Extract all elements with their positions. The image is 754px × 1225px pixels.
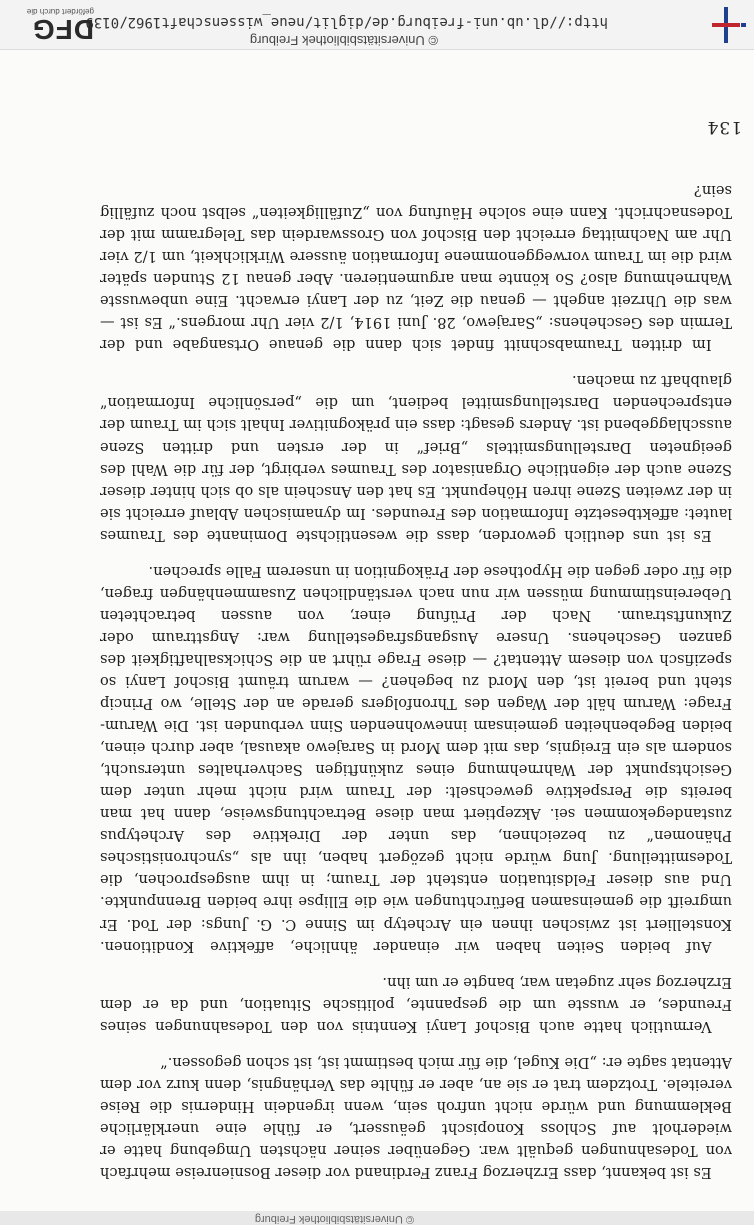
edge-copyright-text: © Universitätsbibliothek Freiburg [254,1213,414,1225]
scan-edge-strip [0,1211,754,1225]
body-text [100,179,732,1183]
dfg-logo-letters: DFG [31,14,94,45]
page-number: 134 [706,117,742,137]
library-logo-icon [706,5,746,45]
dfg-logo-subtitle: gefördert durch die [26,7,94,16]
footer-copyright: © Universitätsbibliothek Freiburg [249,33,438,48]
footer-url-link[interactable]: http://dl.ub.uni-freiburg.de/diglit/neue_wissenschaft1962/0139 [85,14,608,30]
paragraph: Auf beiden Seiten haben wir einander ähnliche, affektive Konditionen. Konstelliert ist zwischen ihnen ein Archetyp im Sinne C. G. Jungs: der Tod. Er umgreift die gemeinsamen Befürchtungen wie die Ellipse ihre beiden Brennpunkte. Und aus dieser Feldsituation entsteht der Traum; in ihm ausgesprochen, die Todesmitteilung. Jung würde nicht gezögert haben, ihn als „synchronistisches Phänomen“ zu bezeichnen, das unter der Direktive des Archetypus zustandegekommen sei. Akzeptiert man diese Betrachtungsweise, dann hat man bereits die Perspektive gewechselt: der Traum wird nicht mehr unter dem Gesichtspunkt der Wahrnehmung eines zukünftigen Sachverhaltes untersucht, sondern als ein Ereignis, das mit dem Mord in Sarajewo akausal, aber durch einen, beiden Begebenheiten gemeinsam innewohnenden Sinn verbunden ist. Die Warum-Frage: Warum hält der Wagen des Thronfolgers gerade an der Stelle, wo Princip steht und bereit ist, den Mord zu begehen? — warum träumt Bischof Lanyi so spezifisch von diesem Attentat? — diese Frage rührt an die Schicksalhaftigkeit des ganzen Geschehens. Unsere Ausgangsfragestellung war: Angsttraum oder Zukunftstraum. Nach der Prüfung einer, von aussen betrachteten Uebereinstimmung müssen wir nun nach verständlichen Zusammenhängen fragen, die für oder gegen die Hypothese der Präkognition in unserem Falle sprechen. [100,562,732,955]
paragraph: Im dritten Traumabschnitt findet sich dann die genaue Ortsangabe und der Termin des Geschehens: „Sarajewo, 28. Juni 1914, 1/2 vier Uhr morgens.“ Es ist — was die Uhrzeit angeht — genau die Zeit, zu der Lanyi erwacht. Eine unbewusste Wahrnehmung also? So könnte man argumentieren. Aber genau 12 Stunden später wird die im Traum vorweggenommene Information äussere Wirklichkeit, um 1/2 vier Uhr am Nachmittag erreicht den Bischof von Grosswardein das Telegramm mit der Todesnachricht. Kann eine solche Häufung von „Zufälligkeiten“ selbst noch zufällig sein? [100,182,732,354]
dfg-logo [6,3,96,45]
paragraph: Vermutlich hatte auch Bischof Lanyi Kenntnis von den Todesahnungen seines Freundes, er wusste um die gespannte, politische Situation, und da er dem Erzherzog sehr zugetan war, bangte er um ihn. [100,973,732,1035]
paragraph: Es ist uns deutlich geworden, dass die wesentlichste Dominante des Traumes lautet: affektbesetzte Information des Freundes. Im dynamischen Ablauf erreicht sie in der zweiten Szene ihren Höhepunkt. Es hat den Anschein als ob sich hinter dieser Szene auch der eigentliche Organisator des Traumes verbirgt, der für die Wahl des geeigneten Darstellungsmittels „Brief“ in der ersten und dritten Szene ausschlaggebend ist. Anders gesagt: dass ein präkognitiver Inhalt sich im Traum der entsprechenden Darstellungsmittel bedient, um die „persönliche Information“ glaubhaft zu machen. [100,372,732,544]
paragraph: Es ist bekannt, dass Erzherzog Franz Ferdinand vor dieser Bosnienreise mehrfach von Todesahnungen gequält war. Gegenüber seiner nächsten Umgebung hatte er wiederholt auf Schloss Konopischt geäussert, er fühle eine unerklärliche Beklemmung und würde nicht unfroh sein, wenn irgendein Hindernis die Reise vereitele. Trotzdem trat er sie an, aber er fühlte das Verhängnis, denn kurz vor dem Attentat sagte er: „Die Kugel, die für mich bestimmt ist, ist schon gegossen.“ [100,1053,732,1181]
